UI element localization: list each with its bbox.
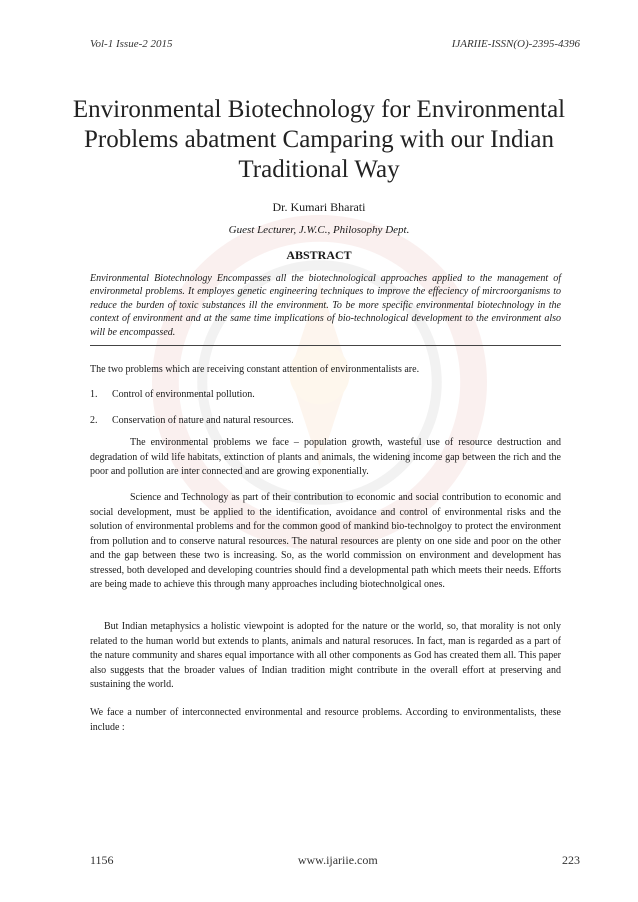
running-header: [90, 38, 580, 50]
footer-website: www.ijariie.com: [297, 853, 378, 867]
list-number: 1.: [90, 389, 98, 400]
abstract-heading: ABSTRACT: [286, 248, 352, 262]
list-number: 2.: [90, 415, 98, 426]
footer-left-number: 1156: [90, 853, 114, 867]
list-text: Conservation of nature and natural resources.: [112, 415, 294, 426]
list-item: [90, 414, 561, 429]
abstract-text: Environmental Biotechnology Encompasses all the biotechnological approaches applied to the management of environmetal problems. It employes genetic engineering techniques to improve the effeciency of mircroorganisms to reduce the burden of toxic substances ill the environment. To be more specific environmental biotechnology in the context of environment and at the same time implications of bio-technological development to the environment also will be encompassed.: [90, 273, 561, 338]
author-affiliation: Guest Lecturer, J.W.C., Philosophy Dept.: [228, 224, 410, 236]
section-divider: [90, 345, 561, 346]
list-text: Control of environmental pollution.: [112, 389, 255, 400]
body-paragraph: But Indian metaphysics a holistic viewpoint is adopted for the nature or the world, so, that morality is not only related to the human world but extends to plants, animals and natural resoruces. In fact, man is regarded as a part of the nature community and shares equal importance with all other components as God has created them all. This paper also suggests that the broader values of Indian tradition might contribute in the overall effort at preserving and sustaining the world.: [90, 621, 561, 690]
paper-title: Environmental Biotechnology for Environmental Problems abatment Camparing with our Indian Traditional Way: [72, 96, 566, 183]
volume-issue: Vol-1 Issue-2 2015: [90, 38, 173, 50]
body-paragraph: Science and Technology as part of their contribution to economic and social contribution to economic and social development, must be applied to the identification, avoidance and control of environmental risks and the solution of environmental problems and for the common good of mankind bio-technolgoy to protect the environment from pollution and to conserve natural resources. The natural resources are plenty on one side and poor on the other and the gap between these two is increasing. So, as the world commission on environment and development has stressed, both developed and developing countries should find a developmental path which meets their needs. Efforts are being made to achieve this through many approaches including biotechnolgical ones.: [90, 492, 561, 590]
list-item: [90, 388, 561, 403]
page-footer: [90, 853, 580, 868]
page-number: 223: [562, 853, 580, 867]
author-name: Dr. Kumari Bharati: [272, 200, 366, 214]
body-paragraph: The environmental problems we face – population growth, wasteful use of resource destruction and degradation of wild life habitats, extinction of plants and animals, the widening income gap between the rich and the poor and pollution are inter connected and are growing exponentially.: [90, 437, 561, 477]
body-paragraph: The two problems which are receiving constant attention of environmentalists are.: [90, 364, 420, 375]
issn: IJARIIE-ISSN(O)-2395-4396: [451, 38, 580, 50]
body-paragraph: We face a number of interconnected environmental and resource problems. According to environmentalists, these include :: [90, 707, 561, 733]
